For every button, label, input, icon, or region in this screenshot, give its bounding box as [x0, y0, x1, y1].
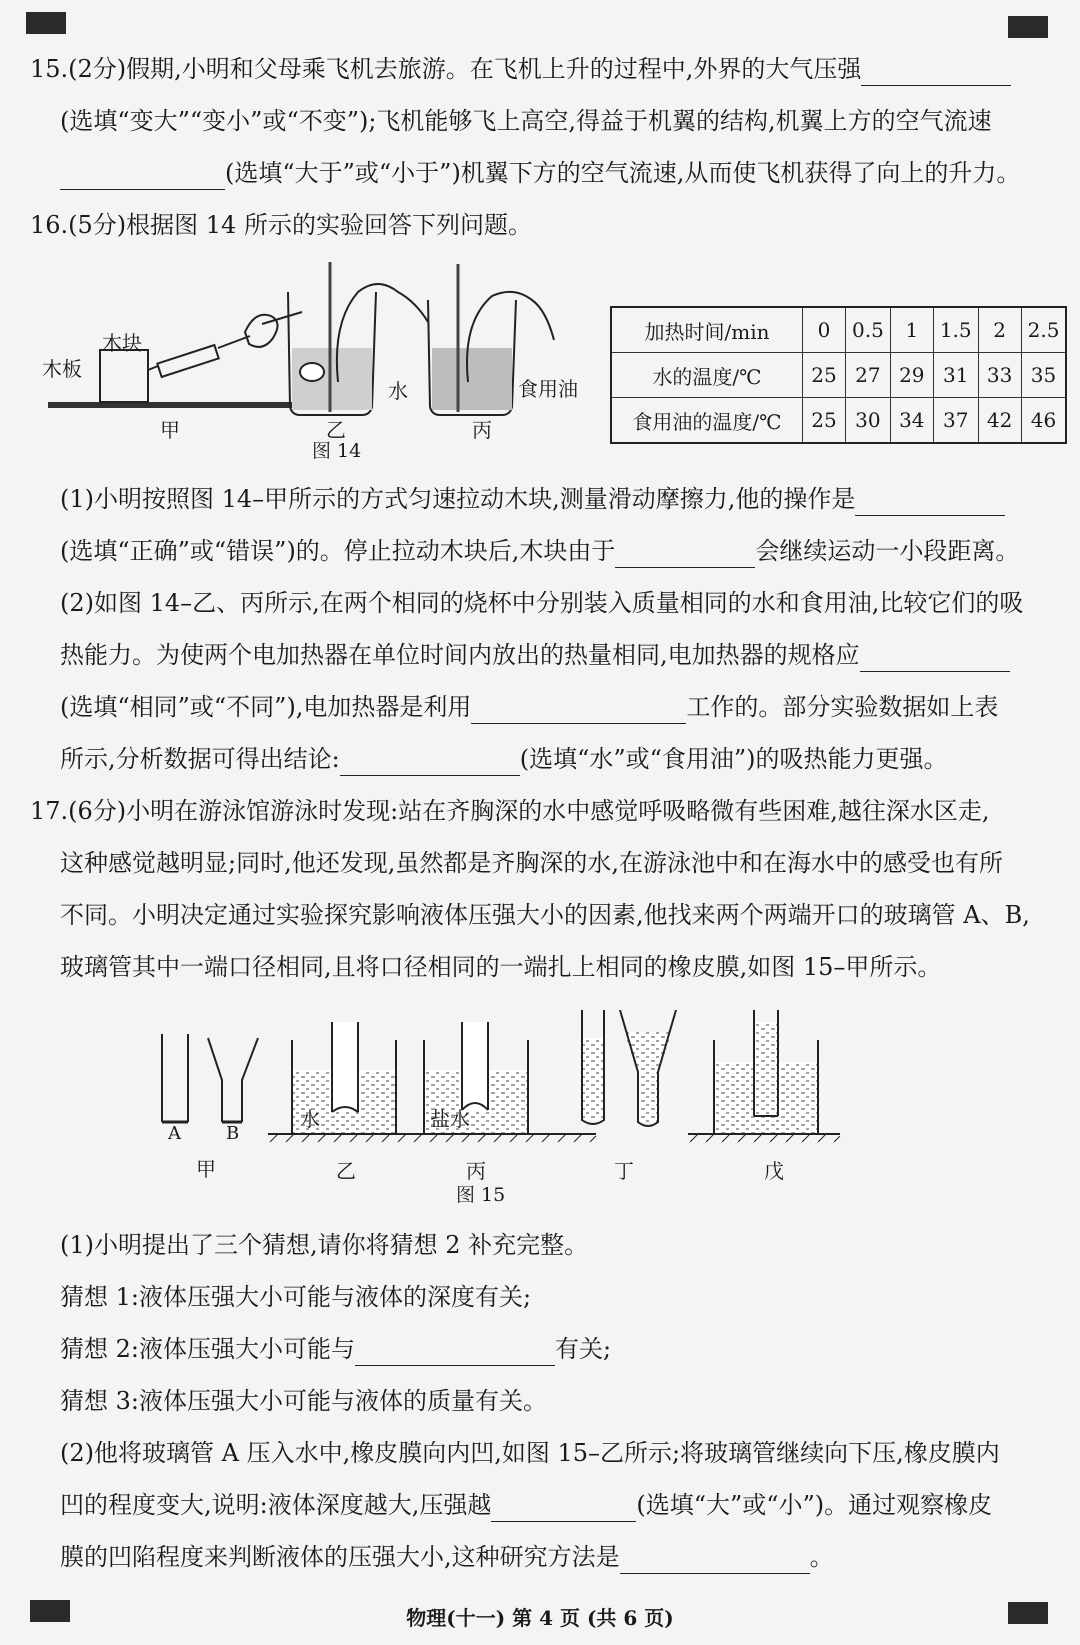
label-fig15-wu: 戊 — [764, 1159, 784, 1183]
label-fig15-bing: 丙 — [466, 1159, 486, 1183]
q17-p2-text-1: (2)他将玻璃管 A 压入水中,橡皮膜向内凹,如图 15–乙所示;将玻璃管继续向下压,橡皮膜内 — [60, 1439, 1000, 1467]
table-cell: 37 — [933, 398, 978, 444]
hand-icon — [245, 315, 278, 347]
table-cell: 2 — [978, 307, 1021, 353]
q17-blank-1[interactable] — [355, 1339, 555, 1366]
page-footer: 物理(十一) 第 4 页 (共 6 页) — [406, 1606, 674, 1630]
q17-text-1: 17.(6分)小明在游泳馆游泳时发现:站在齐胸深的水中感觉呼吸略微有些困难,越往深水区走, — [30, 797, 990, 825]
q17-p2-text-2: 凹的程度变大,说明:液体深度越大,压强越 — [60, 1491, 492, 1519]
label-oil: 食用油 — [518, 377, 578, 401]
q16-p1-line-1 — [0, 482, 1080, 516]
q17-p2-line-1 — [0, 1436, 1080, 1470]
q16-p2-line-4 — [0, 742, 1080, 776]
table-cell: 42 — [978, 398, 1021, 444]
q16-blank-4[interactable] — [471, 697, 686, 724]
q17-text-3: 不同。小明决定通过实验探究影响液体压强大小的因素,他找来两个两端开口的玻璃管 A、B, — [60, 901, 1030, 929]
q16-blank-3[interactable] — [860, 645, 1010, 672]
wood-block — [100, 350, 148, 402]
table-cell: 29 — [890, 353, 933, 398]
corner-mark-top-right — [1008, 16, 1048, 38]
table-cell: 30 — [846, 398, 891, 444]
figure-14-caption: 图 14 — [312, 440, 362, 462]
label-fig14-yi: 乙 — [326, 418, 346, 442]
figure-15 — [150, 1010, 890, 1160]
q16-title-text: 16.(5分)根据图 14 所示的实验回答下列问题。 — [30, 211, 532, 239]
q17-text-4: 玻璃管其中一端口径相同,且将口径相同的一端扎上相同的橡皮膜,如图 15–甲所示。 — [60, 953, 942, 981]
q15-line-2 — [0, 104, 1080, 138]
q17-p2-text-3: (选填“大”或“小”)。通过观察橡皮 — [636, 1491, 993, 1519]
q17-blank-3[interactable] — [620, 1547, 810, 1574]
label-board: 木板 — [42, 357, 82, 381]
q16-p2-text-4: 工作的。部分实验数据如上表 — [686, 693, 999, 721]
label-water: 水 — [388, 379, 408, 403]
q16-p2-text-5: 所示,分析数据可得出结论: — [60, 745, 340, 773]
table-row — [611, 307, 1066, 353]
heater-coil-water — [300, 363, 324, 381]
q15-text-1: 15.(2分)假期,小明和父母乘飞机去旅游。在飞机上升的过程中,外界的大气压强 — [30, 55, 862, 83]
q16-p2-line-2 — [0, 638, 1080, 672]
q15-blank-2[interactable] — [60, 163, 225, 190]
table-cell: 25 — [803, 353, 846, 398]
q17-p2-line-2 — [0, 1488, 1080, 1522]
q17-guess-3-text: 猜想 3:液体压强大小可能与液体的质量有关。 — [60, 1387, 547, 1415]
label-block: 木块 — [102, 331, 142, 355]
label-fig14-bing: 丙 — [472, 418, 492, 442]
q17-line-2 — [0, 846, 1080, 880]
q16-p2-text-2: 热能力。为使两个电加热器在单位时间内放出的热量相同,电加热器的规格应 — [60, 641, 860, 669]
wood-board — [48, 402, 330, 408]
q16-blank-5[interactable] — [340, 749, 520, 776]
q17-text-2: 这种感觉越明显;同时,他还发现,虽然都是齐胸深的水,在游泳池中和在海水中的感受也有所 — [60, 849, 1003, 877]
table-cell: 2.5 — [1021, 307, 1066, 353]
q17-line-3 — [0, 898, 1080, 932]
q17-p2-text-5: 。 — [809, 1543, 834, 1571]
q16-p1-line-2 — [0, 534, 1080, 568]
figure-14 — [40, 262, 600, 462]
q16-p1-text-2: (选填“正确”或“错误”)的。停止拉动木块后,木块由于 — [60, 537, 616, 565]
q17-guess-2-text-1: 猜想 2:液体压强大小可能与 — [60, 1335, 355, 1363]
q15-line-1 — [0, 52, 1080, 86]
table-cell: 0.5 — [846, 307, 891, 353]
q16-p2-text-3: (选填“相同”或“不同”),电加热器是利用 — [60, 693, 472, 721]
label-fig15-yi: 乙 — [336, 1159, 356, 1183]
q15-text-3: (选填“大于”或“小于”)机翼下方的空气流速,从而使飞机获得了向上的升力。 — [225, 159, 1021, 187]
q16-p2-line-3 — [0, 690, 1080, 724]
q16-p2-text-6: (选填“水”或“食用油”)的吸热能力更强。 — [519, 745, 948, 773]
q17-p1-line — [0, 1228, 1080, 1262]
q17-guess-1-text: 猜想 1:液体压强大小可能与液体的深度有关; — [60, 1283, 532, 1311]
figure-15-caption: 图 15 — [456, 1184, 506, 1206]
table-cell: 0 — [803, 307, 846, 353]
q17-guess-2 — [0, 1332, 1080, 1366]
table-cell: 46 — [1021, 398, 1066, 444]
table-cell: 加热时间/min — [611, 307, 803, 353]
q17-p2-line-3 — [0, 1540, 1080, 1574]
q16-p2-line-1 — [0, 586, 1080, 620]
table-cell: 水的温度/℃ — [611, 353, 803, 398]
q17-blank-2[interactable] — [491, 1495, 636, 1522]
table-cell: 34 — [890, 398, 933, 444]
q16-p1-text-3: 会继续运动一小段距离。 — [755, 537, 1020, 565]
spring-scale — [157, 345, 218, 377]
label-fig15-jia: 甲 — [196, 1157, 216, 1181]
q16-blank-1[interactable] — [855, 489, 1005, 516]
label-tube-a: A — [168, 1123, 181, 1144]
label-fig15-water: 水 — [300, 1107, 320, 1131]
table-cell: 1 — [890, 307, 933, 353]
q16-p2-text-1: (2)如图 14–乙、丙所示,在两个相同的烧杯中分别装入质量相同的水和食用油,比较它们的吸 — [60, 589, 1024, 617]
table-cell: 33 — [978, 353, 1021, 398]
table-cell: 25 — [803, 398, 846, 444]
q17-guess-1 — [0, 1280, 1080, 1314]
label-fig15-ding: 丁 — [614, 1159, 634, 1183]
table-cell: 食用油的温度/℃ — [611, 398, 803, 444]
label-tube-b: B — [226, 1123, 240, 1144]
table-cell: 27 — [846, 353, 891, 398]
q17-p2-text-4: 膜的凹陷程度来判断液体的压强大小,这种研究方法是 — [60, 1543, 620, 1571]
q16-blank-2[interactable] — [615, 541, 755, 568]
heating-data-table — [610, 306, 1067, 444]
q15-text-2: (选填“变大”“变小”或“不变”);飞机能够飞上高空,得益于机翼的结构,机翼上方的空气流速 — [60, 107, 992, 135]
table-row — [611, 398, 1066, 444]
q17-guess-2-text-2: 有关; — [554, 1335, 612, 1363]
table-row — [611, 353, 1066, 398]
tube-a — [162, 1034, 188, 1122]
q17-p1-text: (1)小明提出了三个猜想,请你将猜想 2 补充完整。 — [60, 1231, 589, 1259]
corner-mark-top-left — [26, 12, 66, 34]
q17-line-1 — [0, 794, 1080, 828]
table-cell: 1.5 — [933, 307, 978, 353]
tube-b — [208, 1038, 258, 1122]
label-fig14-jia: 甲 — [160, 418, 180, 442]
q15-blank-1[interactable] — [861, 59, 1011, 86]
table-cell: 31 — [933, 353, 978, 398]
q16-p1-text-1: (1)小明按照图 14–甲所示的方式匀速拉动木块,测量滑动摩擦力,他的操作是 — [60, 485, 856, 513]
q15-line-3 — [0, 156, 1080, 190]
table-cell: 35 — [1021, 353, 1066, 398]
label-fig15-saltwater: 盐水 — [430, 1107, 470, 1131]
q17-line-4 — [0, 950, 1080, 984]
q17-guess-3 — [0, 1384, 1080, 1418]
q16-title — [0, 208, 1080, 242]
